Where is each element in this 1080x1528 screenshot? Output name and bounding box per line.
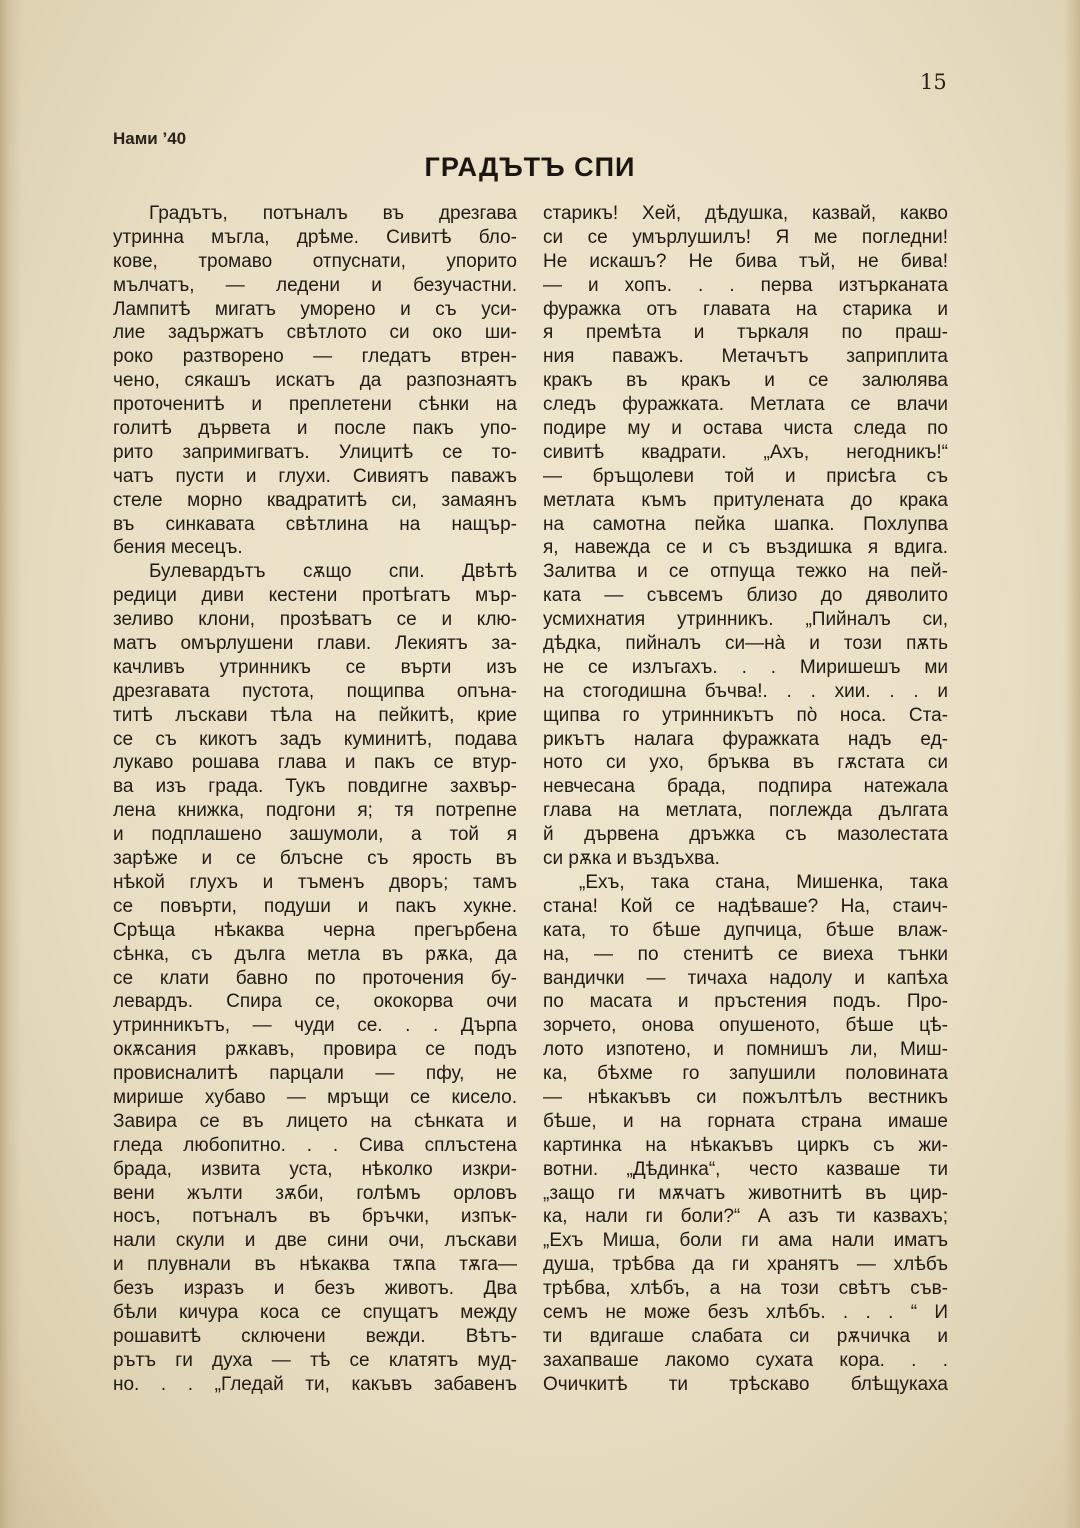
text-line: нали скули и две сини очи, лъскави [113, 1230, 517, 1252]
text-line: на стогодишна бъчва!. . . хии. . . и [543, 680, 948, 702]
text-line: захапваше лакомо сухата кора. . . [543, 1349, 948, 1371]
text-line: зеливо клони, прозѣватъ се и клю- [113, 609, 517, 631]
text-line: Срѣща нѣкаква черна прегърбена [113, 919, 517, 941]
text-column-left [113, 202, 517, 1397]
text-line: рътъ ги духа — тѣ се клатятъ муд- [113, 1349, 517, 1371]
text-line: — и хопъ. . . перва изтърканата [543, 274, 948, 296]
text-line: стана! Кой се надѣваше? На, стаич- [543, 895, 948, 917]
text-line: чено, сякашъ искатъ да разпознаятъ [113, 370, 517, 392]
text-line: Завира се въ лицето на сѣнката и [113, 1110, 517, 1132]
text-line: „Ехъ Миша, боли ги ама нали иматъ [543, 1230, 948, 1252]
text-line: старикъ! Хей, дѣдушка, казвай, какво [543, 203, 948, 224]
text-line: сивитѣ квадрати. „Ахъ, негодникъ!“ [543, 441, 948, 463]
text-line: лие задържатъ свѣтлото си око ши- [113, 322, 517, 344]
text-line: ката — съвсемъ близо до дяволито [543, 585, 948, 607]
paragraph [113, 202, 517, 560]
page-edge-shadow [0, 0, 22, 1528]
text-line: щипва го утринникътъ по̀ носа. Ста- [543, 704, 948, 726]
text-line: ти вдигаше слабата си рѫчичка и [543, 1325, 948, 1347]
text-line: матъ омърлушени глави. Лекиятъ за- [113, 633, 517, 655]
text-line: кракъ въ кракъ и се залюлява [543, 370, 948, 392]
text-line: я премѣта и търкаля по праш- [543, 322, 948, 344]
text-line: лото изпотено, и помнишъ ли, Миш- [543, 1039, 948, 1061]
paragraph [543, 202, 948, 871]
text-line: „Ехъ, така стана, Мишенка, така [579, 871, 948, 893]
header-author: Нами ’40 [113, 129, 187, 148]
text-line: ния паважъ. Метачътъ заприплита [543, 346, 948, 368]
text-line: се клати бавно по проточения бу- [113, 967, 517, 989]
text-line: по масата и пръстения подъ. Про- [543, 991, 948, 1013]
text-line: на самотна пейка шапка. Похлупва [543, 513, 948, 535]
text-line: носъ, потъналъ въ бръчки, изпък- [113, 1206, 517, 1228]
text-line: въ синкавата свѣтлина на нащър- [113, 513, 517, 535]
text-line: титѣ лъскави тѣла на пейкитѣ, крие [113, 704, 517, 726]
text-line: мирише хубаво — мръщи се кисело. [113, 1086, 517, 1108]
text-line: вандички — тичаха надолу и капѣха [543, 967, 948, 989]
text-line: „защо ги мѫчатъ животнитѣ въ цир- [543, 1182, 948, 1204]
text-line: подире му и остава чиста следа по [543, 418, 948, 440]
text-line: утринна мъгла, дрѣме. Сивитѣ бло- [113, 226, 517, 248]
text-line: се повърти, подуши и пакъ хукне. [113, 895, 517, 917]
text-line: се съ кикотъ задъ куминитѣ, подава [113, 728, 517, 750]
text-line: невчесана брада, подпира натежала [543, 776, 948, 798]
text-line: сѣнка, съ дълга метла въ рѫка, да [113, 943, 517, 965]
text-line: качливъ утринникъ се върти изъ [113, 656, 517, 678]
page-number: 15 [920, 70, 947, 94]
text-line: си рѫка и въздъхва. [543, 848, 720, 870]
text-line: проточенитѣ и преплетени сѣнки на [113, 394, 517, 416]
text-line: вени жълти зѫби, голѣмъ орловъ [113, 1182, 517, 1204]
text-line: зорчето, онова опушеното, бѣше цѣ- [543, 1015, 948, 1037]
text-line: Очичкитѣ ти трѣскаво блѣщукаха [543, 1373, 948, 1395]
text-line: мълчатъ, — ледени и безучастни. [113, 274, 517, 296]
text-line: стеле морно квадратитѣ си, замаянъ [113, 489, 517, 511]
text-line: и плувнали въ нѣкаква тѫпа тѫга— [113, 1254, 517, 1276]
text-line: й дървена дръжка съ мазолестата [543, 824, 948, 846]
text-line: бѣше, и на горната страна имаше [543, 1110, 948, 1132]
text-line: Не искашъ? Не бива тъй, не бива! [543, 250, 948, 272]
text-column-right [543, 202, 948, 1397]
text-line: ното си ухо, бръква въ гѫстата си [543, 752, 948, 774]
text-line: лена книжка, подгони я; тя потрепне [113, 800, 517, 822]
text-line: рошавитѣ сключени вежди. Вѣтъ- [113, 1325, 517, 1347]
text-line: редици диви кестени протѣгатъ мър- [113, 585, 517, 607]
text-line: чатъ пусти и глухи. Сивиятъ паважъ [113, 465, 517, 487]
text-line: нѣкой глухъ и тъменъ дворъ; тамъ [113, 871, 517, 893]
text-line: и подплашено зашумоли, а той я [113, 824, 517, 846]
text-line: дрезгавата пустота, пощипва опъна- [113, 680, 517, 702]
text-line: вотни. „Дѣдинка“, често казваше ти [543, 1158, 948, 1180]
text-line: следъ фуражката. Метлата се влачи [543, 394, 948, 416]
text-line: Градътъ, потъналъ въ дрезгава [149, 203, 517, 224]
text-line: не се излъгахъ. . . Миришешъ ми [543, 656, 948, 678]
text-line: голитѣ дървета и после пакъ упо- [113, 418, 517, 440]
text-line: си се умърлушилъ! Я ме погледни! [543, 226, 948, 248]
text-line: брада, извита уста, нѣколко изкри- [113, 1158, 517, 1180]
text-line: Лампитѣ мигатъ уморено и съ уси- [113, 298, 517, 320]
text-line: на, — по стенитѣ се виеха тънки [543, 943, 948, 965]
text-line: я, навежда се и съ въздишка я вдига. [543, 537, 948, 559]
page-edge-shadow [1064, 0, 1080, 1528]
text-line: рикътъ налага фуражката надъ ед- [543, 728, 948, 750]
text-line: ка, бѣхме го запушили половината [543, 1063, 948, 1085]
text-line: окѫсания рѫкавъ, провира се подъ [113, 1039, 517, 1061]
text-line: — нѣкакъвъ си пожълтѣлъ вестникъ [543, 1086, 948, 1108]
text-line: провисналитѣ парцали — пфу, не [113, 1063, 517, 1085]
text-line: бѣли кичура коса се спущатъ между [113, 1301, 517, 1323]
text-line: усмихнатия утринникъ. „Пийналъ си, [543, 609, 948, 631]
text-line: фуражка отъ главата на старика и [543, 298, 948, 320]
text-line: — бръщолеви той и присѣга съ [543, 465, 948, 487]
text-line: ва изъ града. Тукъ повдигне захвър- [113, 776, 517, 798]
paragraph [113, 560, 517, 1396]
text-line: зарѣже и се блъсне съ ярость въ [113, 848, 517, 870]
paragraph [543, 871, 948, 1397]
text-line: рито запримигватъ. Улицитѣ се то- [113, 441, 517, 463]
text-line: ка, нали ги боли?“ А азъ ти казвахъ; [543, 1206, 948, 1228]
text-line: кове, тромаво отпуснати, упорито [113, 250, 517, 272]
text-line: метлата къмъ притулената до крака [543, 489, 948, 511]
text-line: левардъ. Спира се, ококорва очи [113, 991, 517, 1013]
text-line: Булевардътъ сѫщо спи. Двѣтѣ [149, 561, 517, 583]
text-line: но. . . „Гледай ти, какъвъ забавенъ [113, 1373, 517, 1395]
text-line: семъ не може безъ хлѣбъ. . . . “ И [543, 1301, 948, 1323]
text-line: лукаво рошава глава и пакъ се втур- [113, 752, 517, 774]
text-line: трѣбва, хлѣбъ, а на този свѣтъ съв- [543, 1278, 948, 1300]
text-line: душа, трѣбва да ги хранятъ — хлѣбъ [543, 1254, 948, 1276]
text-line: глава на метлата, поглежда дългата [543, 800, 948, 822]
text-line: бения месецъ. [113, 537, 243, 559]
text-line: безъ изразъ и безъ животъ. Два [113, 1278, 517, 1300]
text-line: ката, то бѣше дупчица, бѣше влаж- [543, 919, 948, 941]
text-line: утринникътъ, — чуди се. . . Дърпа [113, 1015, 517, 1037]
text-line: Залитва и се отпуща тежко на пей- [543, 561, 948, 583]
text-line: гледа любопитно. . . Сива сплъстена [113, 1134, 517, 1156]
article-title: ГРАДЪТЪ СПИ [424, 152, 636, 182]
text-line: роко разтворено — гледатъ втрен- [113, 346, 517, 368]
text-line: дѣдка, пийналъ си—на̀ и този пѫть [543, 633, 948, 655]
text-line: картинка на нѣкакъвъ циркъ съ жи- [543, 1134, 948, 1156]
